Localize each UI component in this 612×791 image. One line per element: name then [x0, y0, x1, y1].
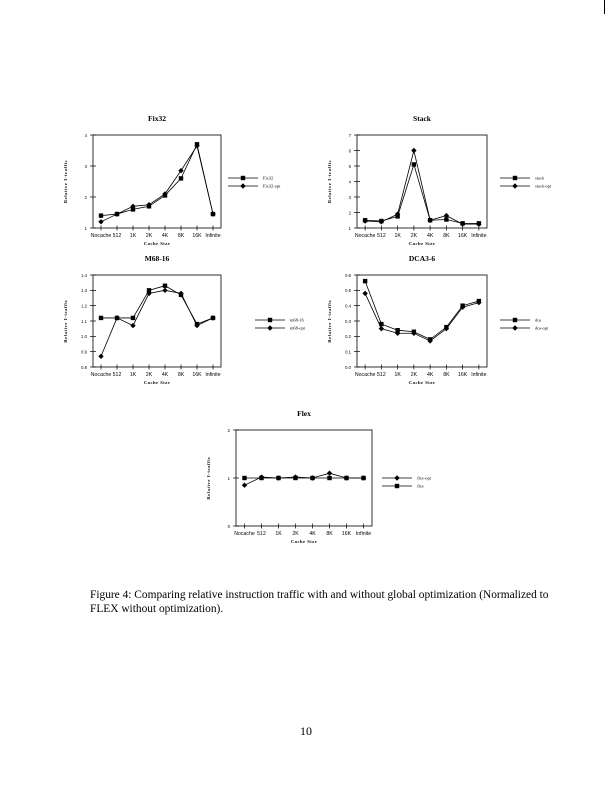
chart-fix32: [63, 114, 281, 246]
x-tick-label: 4K: [426, 233, 434, 239]
data-point: [130, 323, 135, 328]
data-point: [242, 476, 246, 480]
plot-frame: [93, 275, 221, 367]
legend-marker: [240, 183, 245, 188]
legend-label: Fix32-opt: [263, 183, 281, 189]
data-point: [362, 291, 367, 296]
y-tick-label: 6: [348, 148, 351, 154]
y-tick-label: 1.0: [81, 334, 87, 340]
x-tick-label: 2K: [145, 372, 153, 378]
chart-stack: [327, 114, 552, 246]
x-axis-label: Cache Size: [143, 380, 171, 385]
y-tick-label: 5: [348, 163, 351, 169]
x-tick-label: Nocache: [90, 372, 112, 378]
y-axis-label: Relative I-traffic: [63, 159, 68, 204]
x-tick-label: 1K: [275, 531, 282, 537]
legend-item: [382, 484, 425, 489]
x-tick-label: 16K: [341, 531, 352, 537]
legend-marker: [512, 183, 517, 188]
x-tick-label: 4K: [309, 531, 316, 537]
x-tick-label: 4K: [161, 372, 169, 378]
data-point: [99, 213, 103, 217]
legend-item: [382, 475, 432, 480]
legend-label: stack-opt: [535, 183, 552, 189]
y-tick-label: 0.9: [81, 349, 87, 355]
x-tick-label: Nocache: [354, 233, 376, 239]
y-tick-label: 0.2: [345, 334, 351, 340]
x-tick-label: 512: [112, 233, 122, 239]
page-number: 10: [300, 724, 312, 738]
legend-marker: [513, 176, 517, 180]
y-tick-label: 4: [348, 179, 351, 185]
legend-marker: [394, 475, 399, 480]
series-dca: [363, 279, 481, 342]
data-point: [293, 476, 297, 480]
data-point: [310, 476, 314, 480]
chart-title: DCA3-6: [408, 254, 436, 263]
series-stack-opt: [362, 148, 481, 227]
x-axis-label: Cache Size: [408, 241, 436, 246]
series-line: [365, 293, 479, 341]
data-point: [361, 476, 365, 480]
x-tick-label: 2K: [292, 531, 299, 537]
data-point: [327, 471, 332, 476]
x-tick-label: 512: [257, 531, 266, 537]
x-tick-label: 8K: [443, 372, 450, 378]
series-line: [365, 164, 479, 223]
legend-label: flex-opt: [417, 475, 431, 481]
y-tick-label: 3: [348, 194, 351, 200]
legend-marker: [395, 484, 399, 488]
x-tick-label: 512: [377, 372, 386, 378]
data-point: [411, 148, 416, 153]
legend-item: [255, 318, 304, 323]
series-line: [365, 151, 479, 225]
data-point: [259, 476, 263, 480]
x-tick-label: 512: [112, 372, 122, 378]
series-stack: [363, 162, 481, 225]
y-tick-label: 1: [227, 475, 230, 481]
legend-marker: [241, 176, 245, 180]
series-line: [101, 146, 213, 222]
plot-frame: [357, 135, 487, 228]
chart-title: Stack: [413, 114, 431, 123]
chart-title: M68-16: [144, 254, 170, 263]
y-tick-label: 0.3: [345, 318, 351, 324]
legend-label: dca: [535, 317, 542, 323]
y-tick-label: 1.4: [81, 272, 87, 278]
legend-item: [228, 183, 281, 188]
x-tick-label: Nocache: [234, 531, 255, 537]
y-tick-label: 0.4: [345, 303, 351, 309]
data-point: [379, 326, 384, 331]
x-tick-label: 1K: [394, 233, 401, 239]
y-tick-label: 1.3: [81, 288, 87, 294]
x-tick-label: 4K: [161, 233, 169, 239]
x-tick-label: 8K: [177, 233, 185, 239]
x-tick-label: 2K: [410, 233, 418, 239]
legend-item: [500, 183, 552, 188]
data-point: [163, 284, 167, 288]
x-tick-label: 16K: [458, 233, 468, 239]
x-tick-label: Nocache: [354, 372, 376, 378]
chart-flex: [206, 409, 432, 544]
x-tick-label: 2K: [410, 372, 418, 378]
legend-label: stack: [535, 175, 545, 181]
legend-item: [500, 176, 545, 181]
x-tick-label: 8K: [326, 531, 333, 537]
x-tick-label: Infinite: [205, 372, 221, 378]
y-axis-label: Relative I-traffic: [327, 159, 332, 204]
x-axis-label: Cache Size: [408, 380, 436, 385]
data-point: [344, 476, 348, 480]
data-point: [276, 476, 280, 480]
chart-title: Flex: [297, 409, 311, 418]
y-tick-label: 0.6: [345, 272, 351, 278]
legend-label: m68-16: [290, 317, 304, 323]
series-line: [365, 281, 479, 339]
x-tick-label: Infinite: [471, 233, 487, 239]
data-point: [98, 219, 103, 224]
data-point: [99, 316, 103, 320]
series-flex: [242, 476, 365, 480]
legend-marker: [267, 325, 272, 330]
series-fix32: [99, 142, 215, 218]
x-tick-label: 8K: [443, 233, 450, 239]
chart-m68-16: [63, 254, 306, 385]
x-tick-label: Nocache: [90, 233, 112, 239]
y-tick-label: 2: [227, 427, 230, 433]
chart-title: Fix32: [148, 114, 166, 123]
legend-label: dca-opt: [535, 325, 549, 331]
legend-label: m68-opt: [290, 325, 305, 331]
x-tick-label: 512: [377, 233, 386, 239]
data-point: [162, 288, 167, 293]
legend-marker: [268, 318, 272, 322]
data-point: [363, 279, 367, 283]
plot-frame: [93, 135, 221, 228]
y-axis-label: Relative I-traffic: [63, 299, 68, 343]
y-tick-label: 7: [348, 132, 351, 138]
legend-item: [500, 325, 549, 330]
y-tick-label: 1.1: [81, 318, 87, 324]
x-tick-label: 1K: [129, 372, 137, 378]
y-tick-label: 1: [84, 225, 87, 231]
data-point: [131, 316, 135, 320]
x-tick-label: 1K: [129, 233, 137, 239]
y-axis-label: Relative I-traffic: [206, 456, 211, 500]
figure-caption: Figure 4: Comparing relative instruction traffic with and without global optimization (Normalized to FLEX without optimization).: [90, 589, 549, 615]
y-tick-label: 0.0: [345, 364, 351, 370]
legend-label: Fix32: [263, 175, 274, 181]
legend-marker: [512, 325, 517, 330]
x-axis-label: Cache Size: [290, 539, 318, 544]
data-point: [98, 354, 103, 359]
series-line: [101, 144, 213, 215]
y-tick-label: 0.8: [81, 364, 87, 370]
x-tick-label: 16K: [192, 233, 202, 239]
x-tick-label: 1K: [394, 372, 401, 378]
x-tick-label: 16K: [192, 372, 202, 378]
legend-marker: [513, 318, 517, 322]
data-point: [179, 176, 183, 180]
chart-dca3-6: [327, 254, 549, 385]
y-axis-label: Relative I-traffic: [327, 299, 332, 343]
data-point: [327, 476, 331, 480]
legend-item: [228, 176, 273, 181]
data-point: [178, 168, 183, 173]
y-tick-label: 1: [348, 225, 351, 231]
x-tick-label: Infinite: [205, 233, 221, 239]
x-tick-label: 4K: [426, 372, 434, 378]
x-tick-label: 8K: [177, 372, 185, 378]
y-tick-label: 0: [227, 523, 230, 529]
y-tick-label: 1.2: [81, 303, 87, 309]
x-tick-label: Infinite: [471, 372, 487, 378]
legend-item: [500, 318, 541, 323]
plot-frame: [357, 275, 487, 367]
legend-label: flex: [417, 483, 424, 489]
x-tick-label: 2K: [145, 233, 153, 239]
data-point: [412, 162, 416, 166]
series-line: [101, 290, 213, 356]
y-tick-label: 2: [348, 210, 351, 216]
legend-item: [255, 325, 306, 330]
data-point: [242, 483, 247, 488]
y-tick-label: 0.5: [345, 288, 351, 294]
y-tick-label: 3: [84, 163, 87, 169]
y-tick-label: 4: [84, 132, 87, 138]
x-axis-label: Cache Size: [143, 241, 171, 246]
x-tick-label: 16K: [458, 372, 468, 378]
y-tick-label: 0.1: [345, 349, 351, 355]
x-tick-label: Infinite: [355, 531, 372, 537]
y-tick-label: 2: [84, 194, 87, 200]
